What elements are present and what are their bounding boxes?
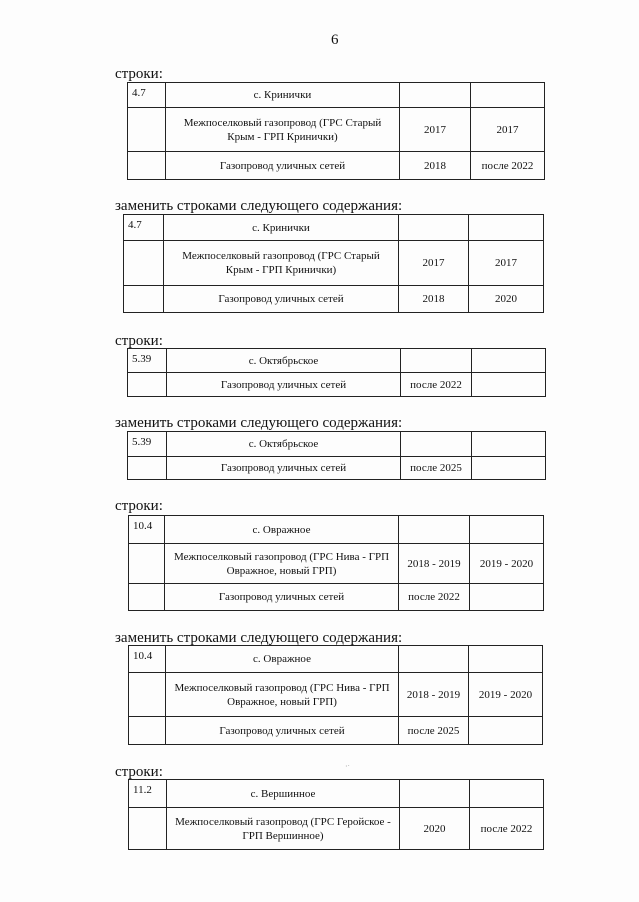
item-number-cell xyxy=(129,808,167,850)
start-year-cell: после 2025 xyxy=(399,717,469,745)
section-label: заменить строками следующего содержания: xyxy=(115,415,403,431)
object-name-cell: Газопровод уличных сетей xyxy=(167,457,401,480)
end-year-cell xyxy=(471,83,545,108)
scan-speck: ·ˑ xyxy=(345,762,350,771)
table-row xyxy=(128,152,545,180)
table-row xyxy=(124,286,544,313)
schedule-table xyxy=(127,348,546,397)
object-name-cell: Межпоселковый газопровод (ГРС Нива - ГРП Овражное, новый ГРП) xyxy=(166,673,399,717)
table-row xyxy=(128,349,546,373)
page-number: 6 xyxy=(331,32,339,48)
end-year-cell xyxy=(470,780,544,808)
start-year-cell: 2018 xyxy=(400,152,471,180)
object-name-cell: Газопровод уличных сетей xyxy=(164,286,399,313)
item-number-cell: 4.7 xyxy=(124,215,164,241)
end-year-cell xyxy=(469,215,544,241)
start-year-cell xyxy=(401,432,472,457)
section-label: строки: xyxy=(115,764,163,780)
section-label: строки: xyxy=(115,66,163,82)
object-name-cell: с. Октябрьское xyxy=(167,432,401,457)
end-year-cell xyxy=(470,584,544,611)
table-row xyxy=(129,584,544,611)
end-year-cell: 2019 - 2020 xyxy=(469,673,543,717)
start-year-cell: 2018 - 2019 xyxy=(399,544,470,584)
start-year-cell xyxy=(399,215,469,241)
table-row xyxy=(129,780,544,808)
end-year-cell: после 2022 xyxy=(470,808,544,850)
start-year-cell xyxy=(399,516,470,544)
table-row xyxy=(129,717,543,745)
start-year-cell xyxy=(401,349,472,373)
object-name-cell: с. Овражное xyxy=(166,646,399,673)
object-name-cell: Газопровод уличных сетей xyxy=(165,584,399,611)
table-row xyxy=(128,373,546,397)
start-year-cell: 2017 xyxy=(399,241,469,286)
end-year-cell: 2017 xyxy=(469,241,544,286)
table-row xyxy=(128,108,545,152)
item-number-cell: 5.39 xyxy=(128,432,167,457)
schedule-table xyxy=(128,515,544,611)
object-name-cell: с. Кринички xyxy=(166,83,400,108)
object-name-cell: Межпоселковый газопровод (ГРС Нива - ГРП Овражное, новый ГРП) xyxy=(165,544,399,584)
object-name-cell: Межпоселковый газопровод (ГРС Старый Крым - ГРП Кринички) xyxy=(164,241,399,286)
item-number-cell: 10.4 xyxy=(129,646,166,673)
section-label: заменить строками следующего содержания: xyxy=(115,630,403,646)
end-year-cell xyxy=(469,646,543,673)
item-number-cell xyxy=(128,152,166,180)
start-year-cell: после 2022 xyxy=(399,584,470,611)
table-row xyxy=(128,83,545,108)
end-year-cell: 2019 - 2020 xyxy=(470,544,544,584)
start-year-cell: после 2022 xyxy=(401,373,472,397)
object-name-cell: Газопровод уличных сетей xyxy=(166,152,400,180)
schedule-table xyxy=(123,214,544,313)
table-row xyxy=(124,241,544,286)
table-row xyxy=(129,646,543,673)
end-year-cell: 2017 xyxy=(471,108,545,152)
table-row xyxy=(129,544,544,584)
table-row xyxy=(128,457,546,480)
end-year-cell xyxy=(472,349,546,373)
start-year-cell xyxy=(399,646,469,673)
object-name-cell: Газопровод уличных сетей xyxy=(166,717,399,745)
object-name-cell: с. Октябрьское xyxy=(167,349,401,373)
schedule-table xyxy=(127,431,546,480)
table-row xyxy=(129,808,544,850)
end-year-cell xyxy=(472,373,546,397)
start-year-cell: 2020 xyxy=(400,808,470,850)
end-year-cell: после 2022 xyxy=(471,152,545,180)
start-year-cell: 2017 xyxy=(400,108,471,152)
object-name-cell: Межпоселковый газопровод (ГРС Геройское - ГРП Вершинное) xyxy=(167,808,400,850)
item-number-cell: 4.7 xyxy=(128,83,166,108)
table-row xyxy=(129,516,544,544)
object-name-cell: с. Вершинное xyxy=(167,780,400,808)
item-number-cell: 5.39 xyxy=(128,349,167,373)
object-name-cell: Газопровод уличных сетей xyxy=(167,373,401,397)
item-number-cell xyxy=(129,717,166,745)
object-name-cell: Межпоселковый газопровод (ГРС Старый Крым - ГРП Кринички) xyxy=(166,108,400,152)
item-number-cell: 11.2 xyxy=(129,780,167,808)
end-year-cell xyxy=(469,717,543,745)
table-row xyxy=(128,432,546,457)
object-name-cell: с. Овражное xyxy=(165,516,399,544)
item-number-cell xyxy=(129,584,165,611)
object-name-cell: с. Кринички xyxy=(164,215,399,241)
start-year-cell xyxy=(400,83,471,108)
section-label: строки: xyxy=(115,498,163,514)
start-year-cell: 2018 - 2019 xyxy=(399,673,469,717)
item-number-cell xyxy=(128,373,167,397)
table-row xyxy=(129,673,543,717)
start-year-cell: после 2025 xyxy=(401,457,472,480)
end-year-cell xyxy=(472,432,546,457)
end-year-cell xyxy=(472,457,546,480)
section-label: строки: xyxy=(115,333,163,349)
end-year-cell: 2020 xyxy=(469,286,544,313)
item-number-cell xyxy=(129,544,165,584)
schedule-table xyxy=(127,82,545,180)
schedule-table xyxy=(128,645,543,745)
item-number-cell xyxy=(128,457,167,480)
table-row xyxy=(124,215,544,241)
item-number-cell xyxy=(124,286,164,313)
end-year-cell xyxy=(470,516,544,544)
schedule-table xyxy=(128,779,544,850)
item-number-cell xyxy=(129,673,166,717)
item-number-cell xyxy=(128,108,166,152)
item-number-cell xyxy=(124,241,164,286)
start-year-cell: 2018 xyxy=(399,286,469,313)
start-year-cell xyxy=(400,780,470,808)
item-number-cell: 10.4 xyxy=(129,516,165,544)
section-label: заменить строками следующего содержания: xyxy=(115,198,403,214)
